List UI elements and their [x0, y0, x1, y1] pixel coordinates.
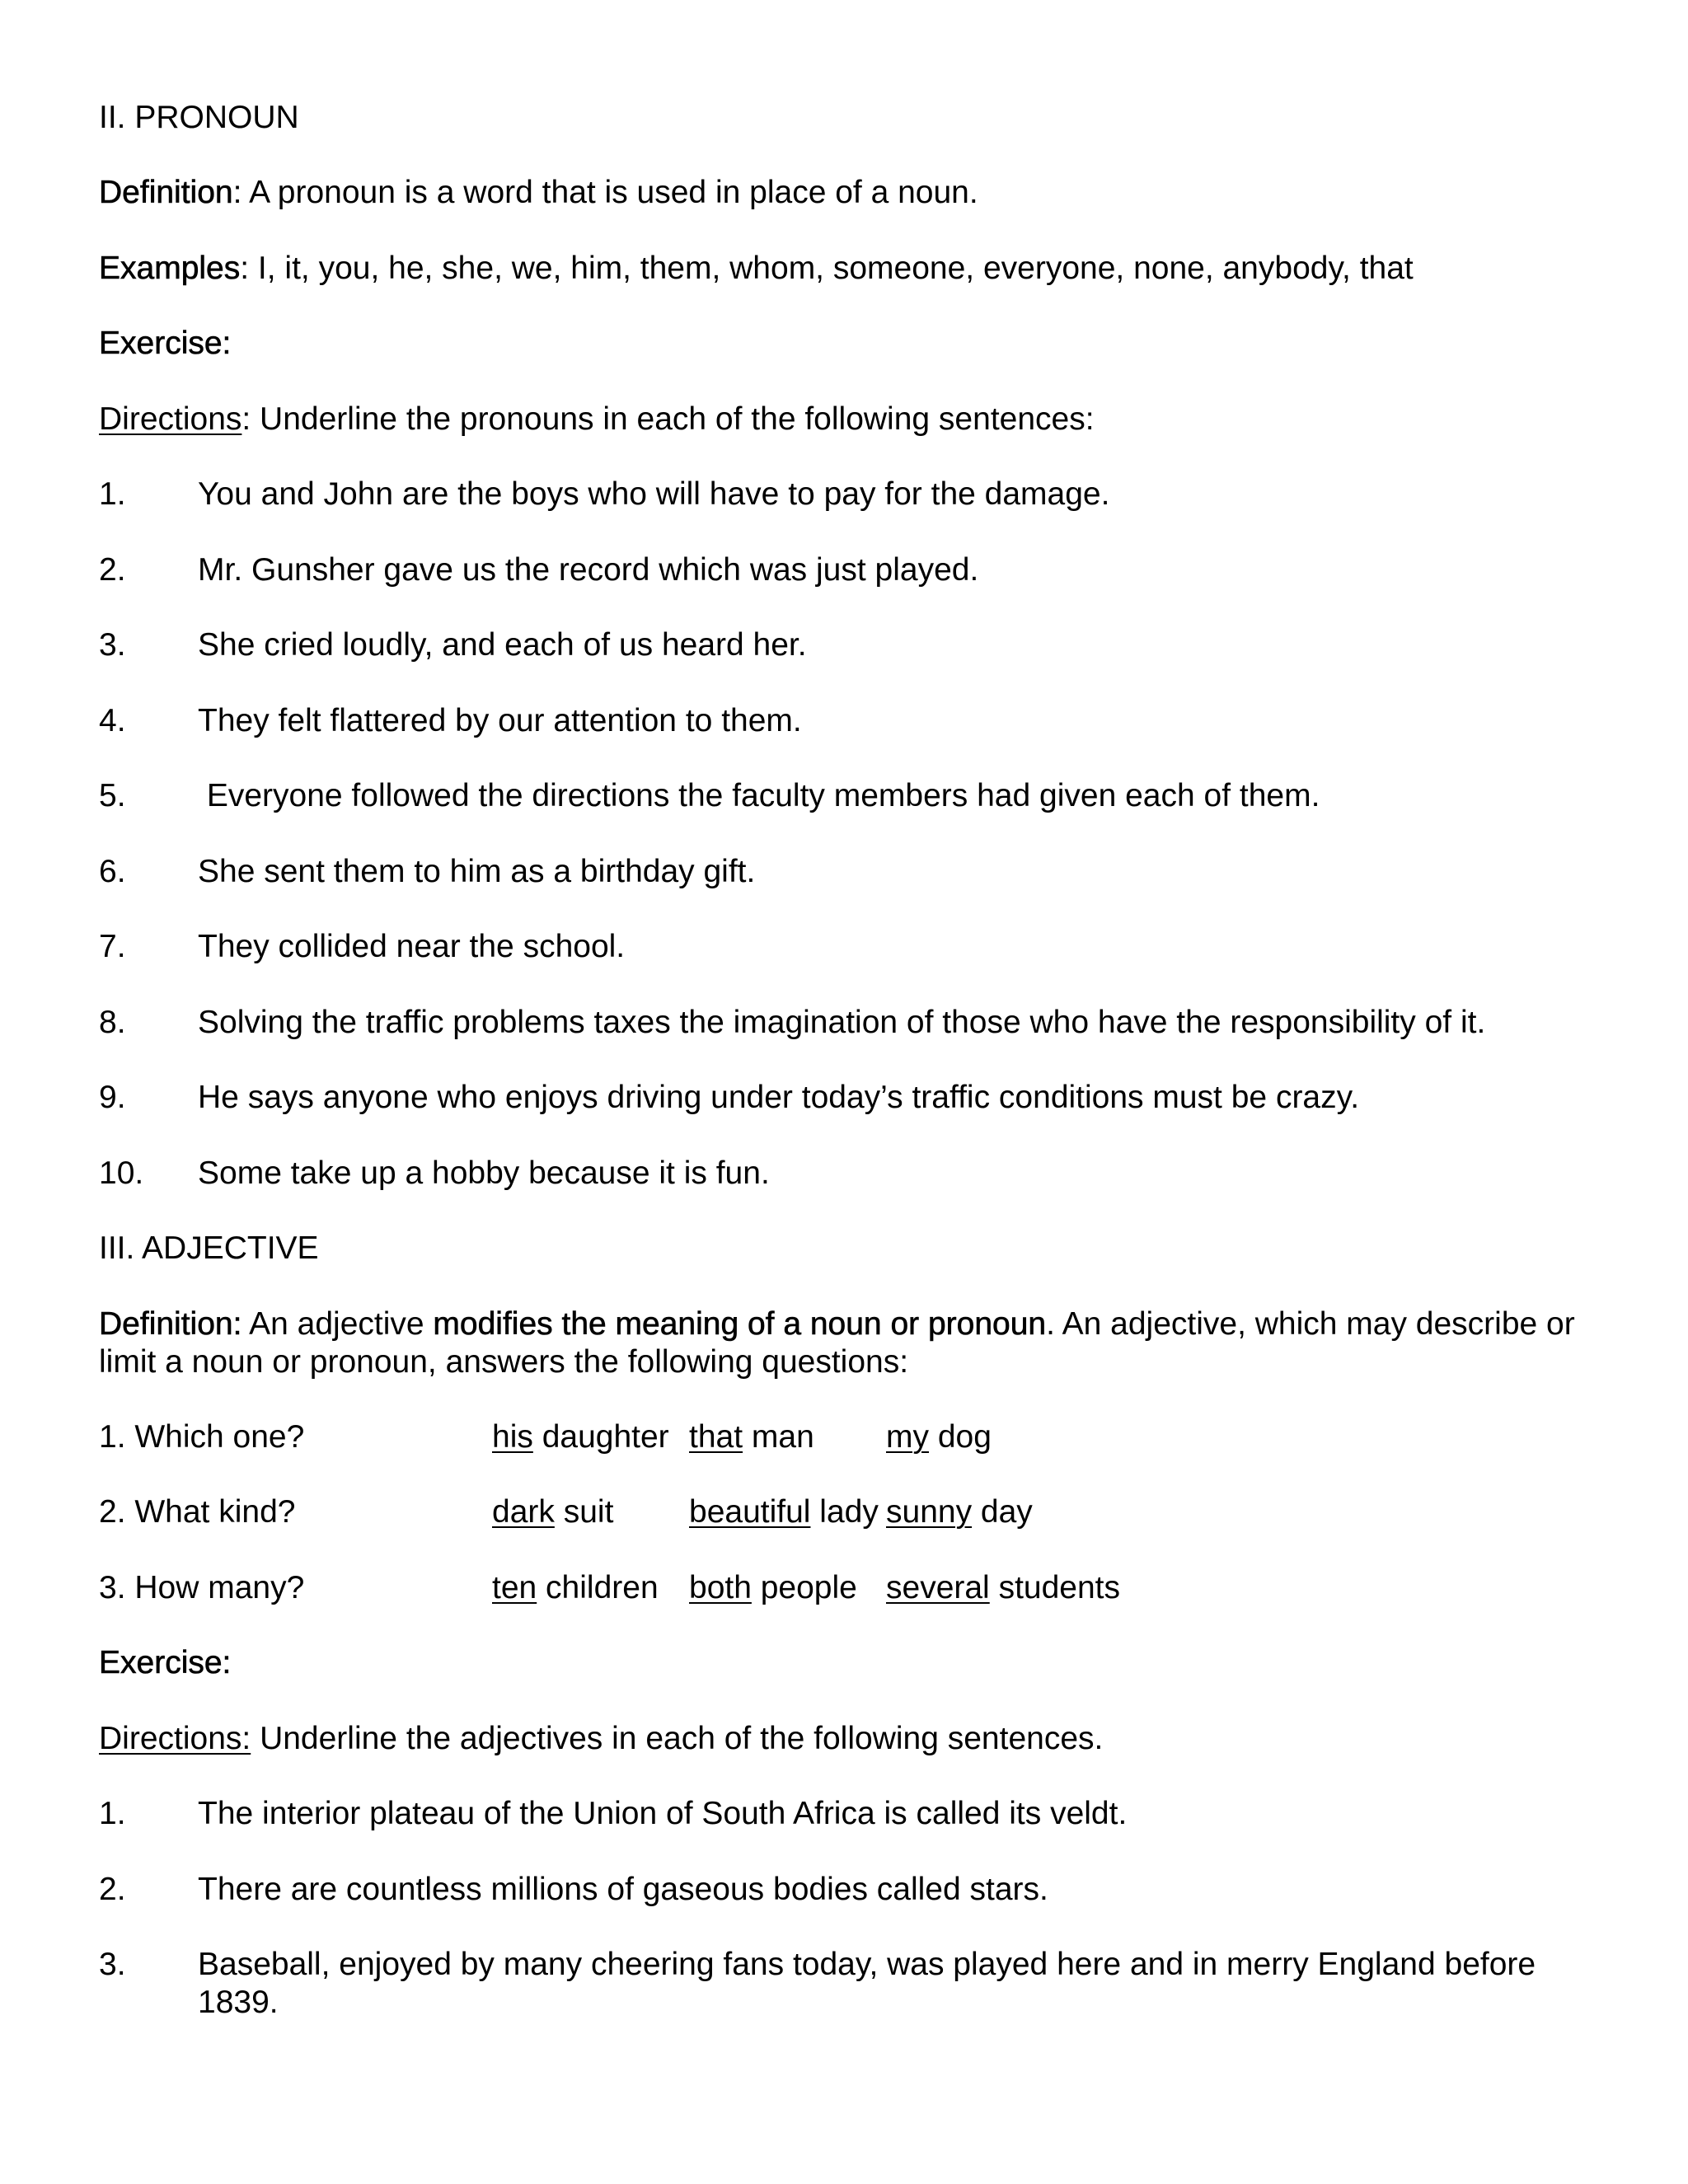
item-number: 10. — [99, 1155, 144, 1191]
example — [886, 1569, 1120, 1607]
definition-label: Definition: — [99, 1306, 242, 1342]
item-text: Solving the traffic problems taxes the imagination of those who have the responsibility of it. — [198, 1005, 1486, 1040]
example — [886, 1418, 992, 1456]
example-adjective: his — [492, 1419, 533, 1455]
example-noun: people — [751, 1570, 857, 1605]
item-text: Baseball, enjoyed by many cheering fans today, was played here and in merry England before 1839. — [198, 1947, 1536, 2020]
question-label: 3. How many? — [99, 1570, 305, 1605]
example-adjective: ten — [492, 1570, 537, 1605]
item-text: You and John are the boys who will have to pay for the damage. — [198, 476, 1110, 512]
definition-label: Definition — [99, 175, 233, 210]
adjective-definition — [99, 1305, 1599, 1381]
pronoun-directions — [99, 401, 1095, 438]
example-adjective: sunny — [886, 1494, 973, 1530]
item-number: 2. — [99, 552, 126, 588]
example-noun: children — [537, 1570, 659, 1605]
directions-label: Directions: — [99, 1721, 251, 1756]
item-number: 7. — [99, 929, 126, 964]
adjective-heading: III. ADJECTIVE — [99, 1230, 319, 1266]
item-number: 6. — [99, 854, 126, 889]
example — [689, 1493, 879, 1531]
definition-text-2: . An adjective, which may describe or limit a noun or pronoun, answers the following questions: — [99, 1306, 1575, 1380]
example-noun: man — [743, 1419, 814, 1455]
example-noun: lady — [810, 1494, 879, 1530]
item-text: Everyone followed the directions the faculty members had given each of them. — [198, 778, 1320, 813]
item-text: She sent them to him as a birthday gift. — [198, 854, 756, 889]
item-number: 5. — [99, 778, 126, 813]
directions-text: Underline the adjectives in each of the following sentences. — [251, 1721, 1104, 1756]
example-adjective: that — [689, 1419, 743, 1455]
item-text: They collided near the school. — [198, 929, 626, 964]
item-number: 3. — [99, 1947, 126, 1982]
example-noun: suit — [554, 1494, 614, 1530]
examples-label: Examples — [99, 251, 241, 286]
examples-text: : I, it, you, he, she, we, him, them, whom, someone, everyone, none, anybody, that — [240, 251, 1414, 286]
pronoun-definition — [99, 174, 978, 212]
item-number: 1. — [99, 476, 126, 512]
definition-bold: modifies the meaning of a noun or pronoun — [433, 1306, 1047, 1342]
item-number: 4. — [99, 703, 126, 738]
pronoun-exercise-label: Exercise: — [99, 326, 232, 361]
example-adjective: dark — [492, 1494, 555, 1530]
item-text: There are countless millions of gaseous bodies called stars. — [198, 1872, 1048, 1907]
item-number: 8. — [99, 1005, 126, 1040]
directions-text: : Underline the pronouns in each of the following sentences: — [241, 401, 1095, 437]
question-label: 1. Which one? — [99, 1419, 305, 1455]
example-adjective: several — [886, 1570, 990, 1605]
example — [689, 1418, 814, 1456]
example-adjective: both — [689, 1570, 752, 1605]
item-number: 3. — [99, 627, 126, 663]
item-text: She cried loudly, and each of us heard her. — [198, 627, 807, 663]
definition-text: : A pronoun is a word that is used in place of a noun. — [232, 175, 978, 210]
item-number: 1. — [99, 1796, 126, 1831]
example — [492, 1418, 669, 1456]
item-text: He says anyone who enjoys driving under today’s traffic conditions must be crazy. — [198, 1080, 1360, 1115]
item-text: The interior plateau of the Union of South Africa is called its veldt. — [198, 1796, 1128, 1831]
example — [689, 1569, 857, 1607]
item-text: Mr. Gunsher gave us the record which was just played. — [198, 552, 979, 588]
example-adjective: beautiful — [689, 1494, 811, 1530]
adjective-exercise-label: Exercise: — [99, 1645, 232, 1680]
item-number: 9. — [99, 1080, 126, 1115]
example — [492, 1493, 613, 1531]
item-text: They felt flattered by our attention to them. — [198, 703, 802, 738]
example-noun: dog — [929, 1419, 992, 1455]
example-noun: students — [989, 1570, 1121, 1605]
item-number: 2. — [99, 1872, 126, 1907]
example — [886, 1493, 1033, 1531]
adjective-directions — [99, 1720, 1103, 1758]
pronoun-heading: II. PRONOUN — [99, 100, 299, 135]
example-noun: day — [972, 1494, 1033, 1530]
pronoun-examples — [99, 250, 1414, 288]
example — [492, 1569, 659, 1607]
directions-label: Directions — [99, 401, 242, 437]
item-text: Some take up a hobby because it is fun. — [198, 1155, 770, 1191]
definition-text-1: An adjective — [241, 1306, 434, 1342]
question-label: 2. What kind? — [99, 1494, 296, 1530]
example-noun: daughter — [532, 1419, 669, 1455]
example-adjective: my — [886, 1419, 929, 1455]
